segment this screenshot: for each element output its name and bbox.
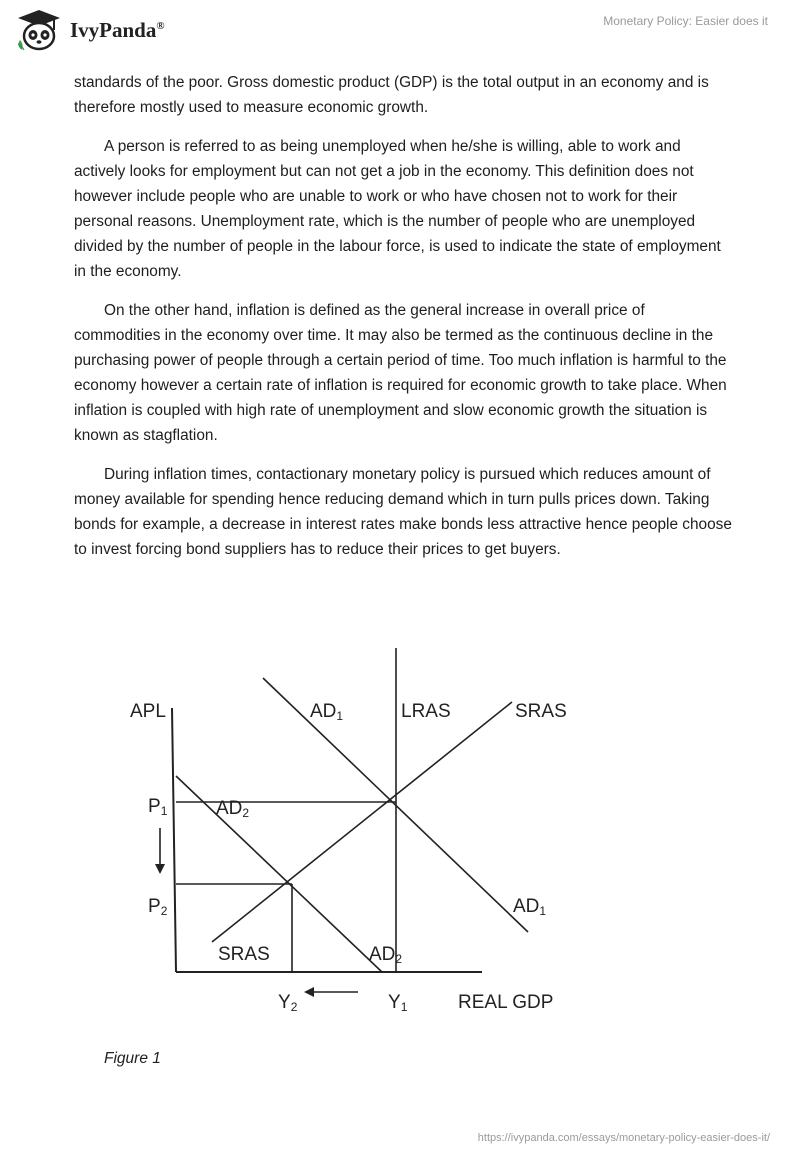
lras-label: LRAS <box>401 701 451 722</box>
x-axis-label: REAL GDP <box>458 992 554 1013</box>
ad1-top-label: AD1 <box>310 701 344 723</box>
p1-label: P1 <box>148 796 168 818</box>
paragraph: On the other hand, inflation is defined as the general increase in overall price of commodities in the economy over time. It may also be termed as the continuous decline in the purchasing power of people through a certain period of time. Too much inflation is harmful to the economy however a certain rate of inflation is required for economic growth to take place. When inflation is coupled with high rate of unemployment and slow economic growth the situation is known as stagflation. <box>74 302 727 444</box>
sras-line <box>212 702 512 942</box>
paragraph: standards of the poor. Gross domestic product (GDP) is the total output in an economy and is therefore mostly used to measure economic growth. <box>74 74 709 116</box>
ad2-line <box>176 776 382 972</box>
brand-name: IvyPanda® <box>70 17 165 42</box>
page-header <box>0 0 800 62</box>
sras-top-label: SRAS <box>515 701 567 722</box>
p2-label: P2 <box>148 896 168 918</box>
panda-logo-icon <box>14 8 64 52</box>
ad-as-diagram <box>120 640 600 1020</box>
brand-logo[interactable] <box>14 8 165 52</box>
paragraph: A person is referred to as being unemployed when he/she is willing, able to work and actively looks for employment but can not get a job in the economy. This definition does not however include people who are unable to work or who have chosen not to work for their personal reasons. Unemployment rate, which is the number of people who are unemployed divided by the number of people in the labour force, is used to indicate the state of employment in the economy. <box>74 138 721 280</box>
y-axis-label: APL <box>130 701 166 722</box>
y2-label: Y2 <box>278 992 298 1014</box>
ad1-bottom-label: AD1 <box>513 896 547 918</box>
source-url[interactable]: https://ivypanda.com/essays/monetary-policy-easier-does-it/ <box>477 1132 770 1144</box>
paragraph: During inflation times, contactionary monetary policy is pursued which reduces amount of money available for spending hence reducing demand which in turn pulls prices down. Taking bonds for example, a decrease in interest rates make bonds less attractive hence people choose to invest forcing bond suppliers has to reduce their prices to get buyers. <box>74 466 732 558</box>
price-arrow-head-icon <box>155 864 165 874</box>
sras-bottom-label: SRAS <box>218 944 270 965</box>
document-title: Monetary Policy: Easier does it <box>603 14 768 28</box>
y-axis <box>172 708 176 972</box>
ad2-bottom-label: AD2 <box>369 944 403 966</box>
ad2-top-label: AD2 <box>216 798 250 820</box>
essay-body <box>74 70 734 576</box>
output-arrow-head-icon <box>304 987 314 997</box>
figure-caption: Figure 1 <box>104 1050 161 1067</box>
y1-label: Y1 <box>388 992 408 1014</box>
